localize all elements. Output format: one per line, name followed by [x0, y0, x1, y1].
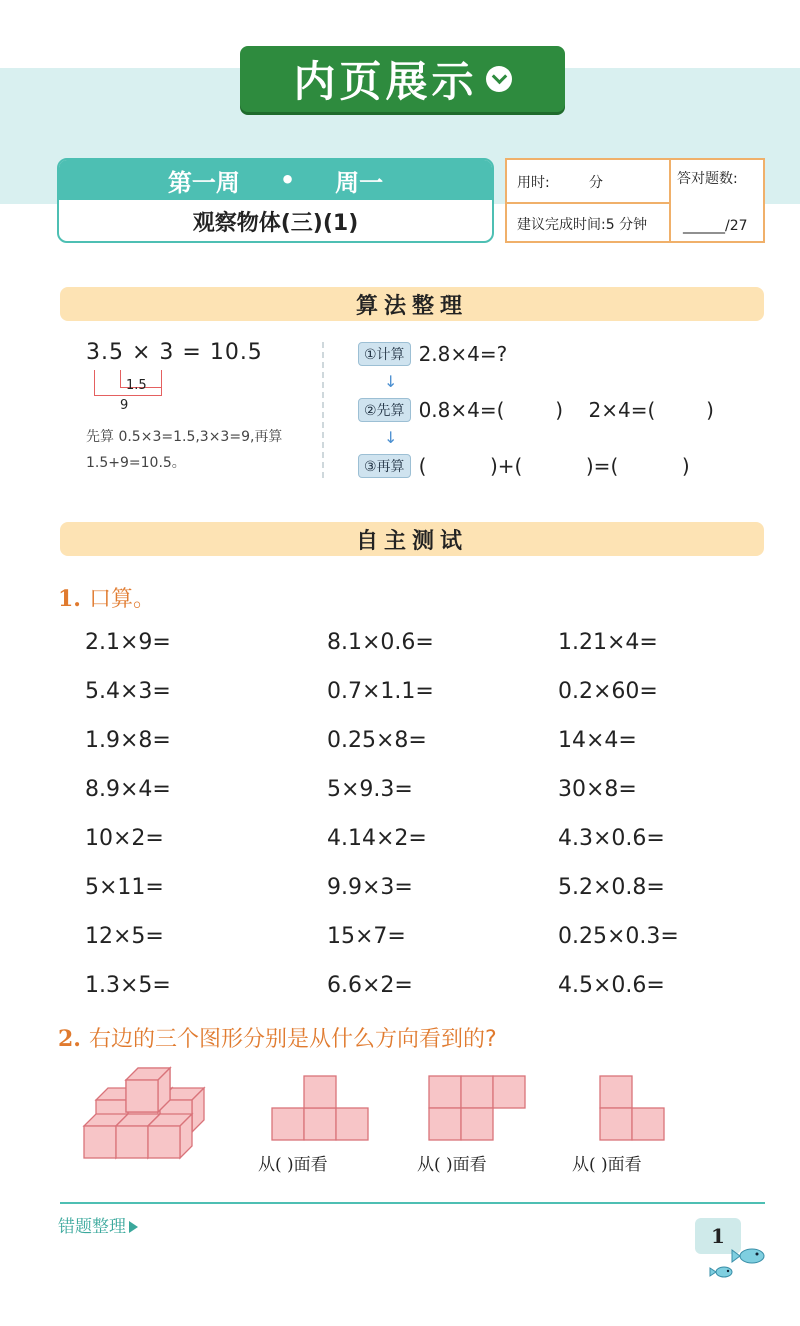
section-self-test: 自主测试: [60, 522, 764, 556]
cube-front-face: [84, 1126, 116, 1158]
cube-front-face: [126, 1080, 158, 1112]
calc-item: 0.25×8=: [327, 728, 427, 753]
calc-item: 4.5×0.6=: [558, 973, 665, 998]
calc-item: 8.1×0.6=: [327, 630, 434, 655]
dashed-divider: [322, 342, 324, 478]
step-2: [358, 398, 714, 422]
calc-item: 6.6×2=: [327, 973, 413, 998]
step-3: [358, 454, 690, 478]
calc-item: 8.9×4=: [85, 777, 171, 802]
view2-square: [429, 1108, 461, 1140]
calc-item: 30×8=: [558, 777, 637, 802]
view1-square: [336, 1108, 368, 1140]
calc-item: 1.3×5=: [85, 973, 171, 998]
calc-item: 0.2×60=: [558, 679, 658, 704]
view-caption-3: 从( )面看: [572, 1155, 642, 1175]
cube-front-face: [116, 1126, 148, 1158]
page-number: 1: [695, 1218, 741, 1254]
calc-item: 10×2=: [85, 826, 164, 851]
step-2-tag: ②先算: [358, 398, 411, 422]
correct-count-total: ______/27: [683, 218, 748, 234]
view2-square: [461, 1108, 493, 1140]
wrong-questions-label: 错题整理: [58, 1217, 126, 1237]
view1-square: [304, 1108, 336, 1140]
calc-item: 14×4=: [558, 728, 637, 753]
view3-square: [600, 1108, 632, 1140]
score-divider-vertical: [669, 160, 671, 241]
section-algorithm: 算法整理: [60, 287, 764, 321]
view2-square: [429, 1076, 461, 1108]
view3-square: [600, 1076, 632, 1108]
view-caption-2: 从( )面看: [417, 1155, 487, 1175]
chevron-down-icon: [486, 66, 512, 92]
step-2-content: 0.8×4=( ) 2×4=( ): [418, 398, 714, 422]
fish-icon: [706, 1244, 770, 1280]
step-3-content: ( )+( )=( ): [418, 454, 690, 478]
calc-item: 2.1×9=: [85, 630, 171, 655]
calc-item: 4.3×0.6=: [558, 826, 665, 851]
lesson-title: 观察物体(三)(1): [192, 211, 359, 236]
question-2-text: 右边的三个图形分别是从什么方向看到的?: [88, 1027, 497, 1052]
view3-square: [632, 1108, 664, 1140]
calc-item: 15×7=: [327, 924, 406, 949]
step-1: [358, 342, 507, 366]
page-banner: [240, 46, 565, 112]
question-1-number: 1.: [58, 586, 81, 612]
calc-item: 4.14×2=: [327, 826, 427, 851]
separator-dot: •: [279, 166, 296, 194]
footer-label: [58, 1212, 138, 1237]
view1-square: [304, 1076, 336, 1108]
example-equation: 3.5 × 3 = 10.5: [86, 340, 263, 365]
partial-product-1: 1.5: [126, 378, 147, 393]
correct-count-label: 答对题数:: [677, 171, 738, 187]
step-3-tag: ③再算: [358, 454, 411, 478]
score-box: [505, 158, 765, 243]
score-divider-horizontal: [507, 202, 669, 204]
cube-front-face: [148, 1126, 180, 1158]
view2-square: [461, 1076, 493, 1108]
triangle-right-icon: [129, 1221, 138, 1233]
algorithm-example: [86, 340, 316, 471]
view2-square: [493, 1076, 525, 1108]
banner-title: 内页展示: [293, 57, 478, 106]
calc-item: 9.9×3=: [327, 875, 413, 900]
calc-item: 12×5=: [85, 924, 164, 949]
time-label: 用时:: [517, 175, 550, 191]
weekday-label: 周一: [335, 168, 384, 197]
footer-divider: [60, 1202, 765, 1204]
question-1-title: [58, 582, 155, 613]
week-label: 第一周: [167, 168, 240, 197]
question-2-title: [58, 1022, 497, 1053]
time-unit: 分: [589, 175, 603, 191]
question-2-number: 2.: [58, 1026, 81, 1052]
calc-item: 1.9×8=: [85, 728, 171, 753]
example-note: 先算 0.5×3=1.5,3×3=9,再算 1.5+9=10.5。: [86, 429, 283, 471]
suggested-time: 建议完成时间:5 分钟: [517, 217, 648, 233]
calc-item: 5.4×3=: [85, 679, 171, 704]
lesson-card: [57, 158, 494, 243]
calc-item: 0.25×0.3=: [558, 924, 679, 949]
view1-square: [272, 1108, 304, 1140]
cube-figures: [0, 1060, 800, 1170]
calc-item: 5×11=: [85, 875, 164, 900]
question-1-text: 口算。: [88, 587, 155, 612]
view-caption-1: 从( )面看: [258, 1155, 328, 1175]
calc-item: 5.2×0.8=: [558, 875, 665, 900]
step-1-content: 2.8×4=?: [418, 342, 508, 366]
lesson-card-header: [59, 160, 492, 200]
calc-item: 5×9.3=: [327, 777, 413, 802]
step-1-tag: ①计算: [358, 342, 411, 366]
calc-item: 1.21×4=: [558, 630, 658, 655]
arrow-down-icon: ↓: [384, 428, 398, 447]
arrow-down-icon: ↓: [384, 372, 398, 391]
partial-product-2: 9: [120, 398, 129, 413]
calc-item: 0.7×1.1=: [327, 679, 434, 704]
